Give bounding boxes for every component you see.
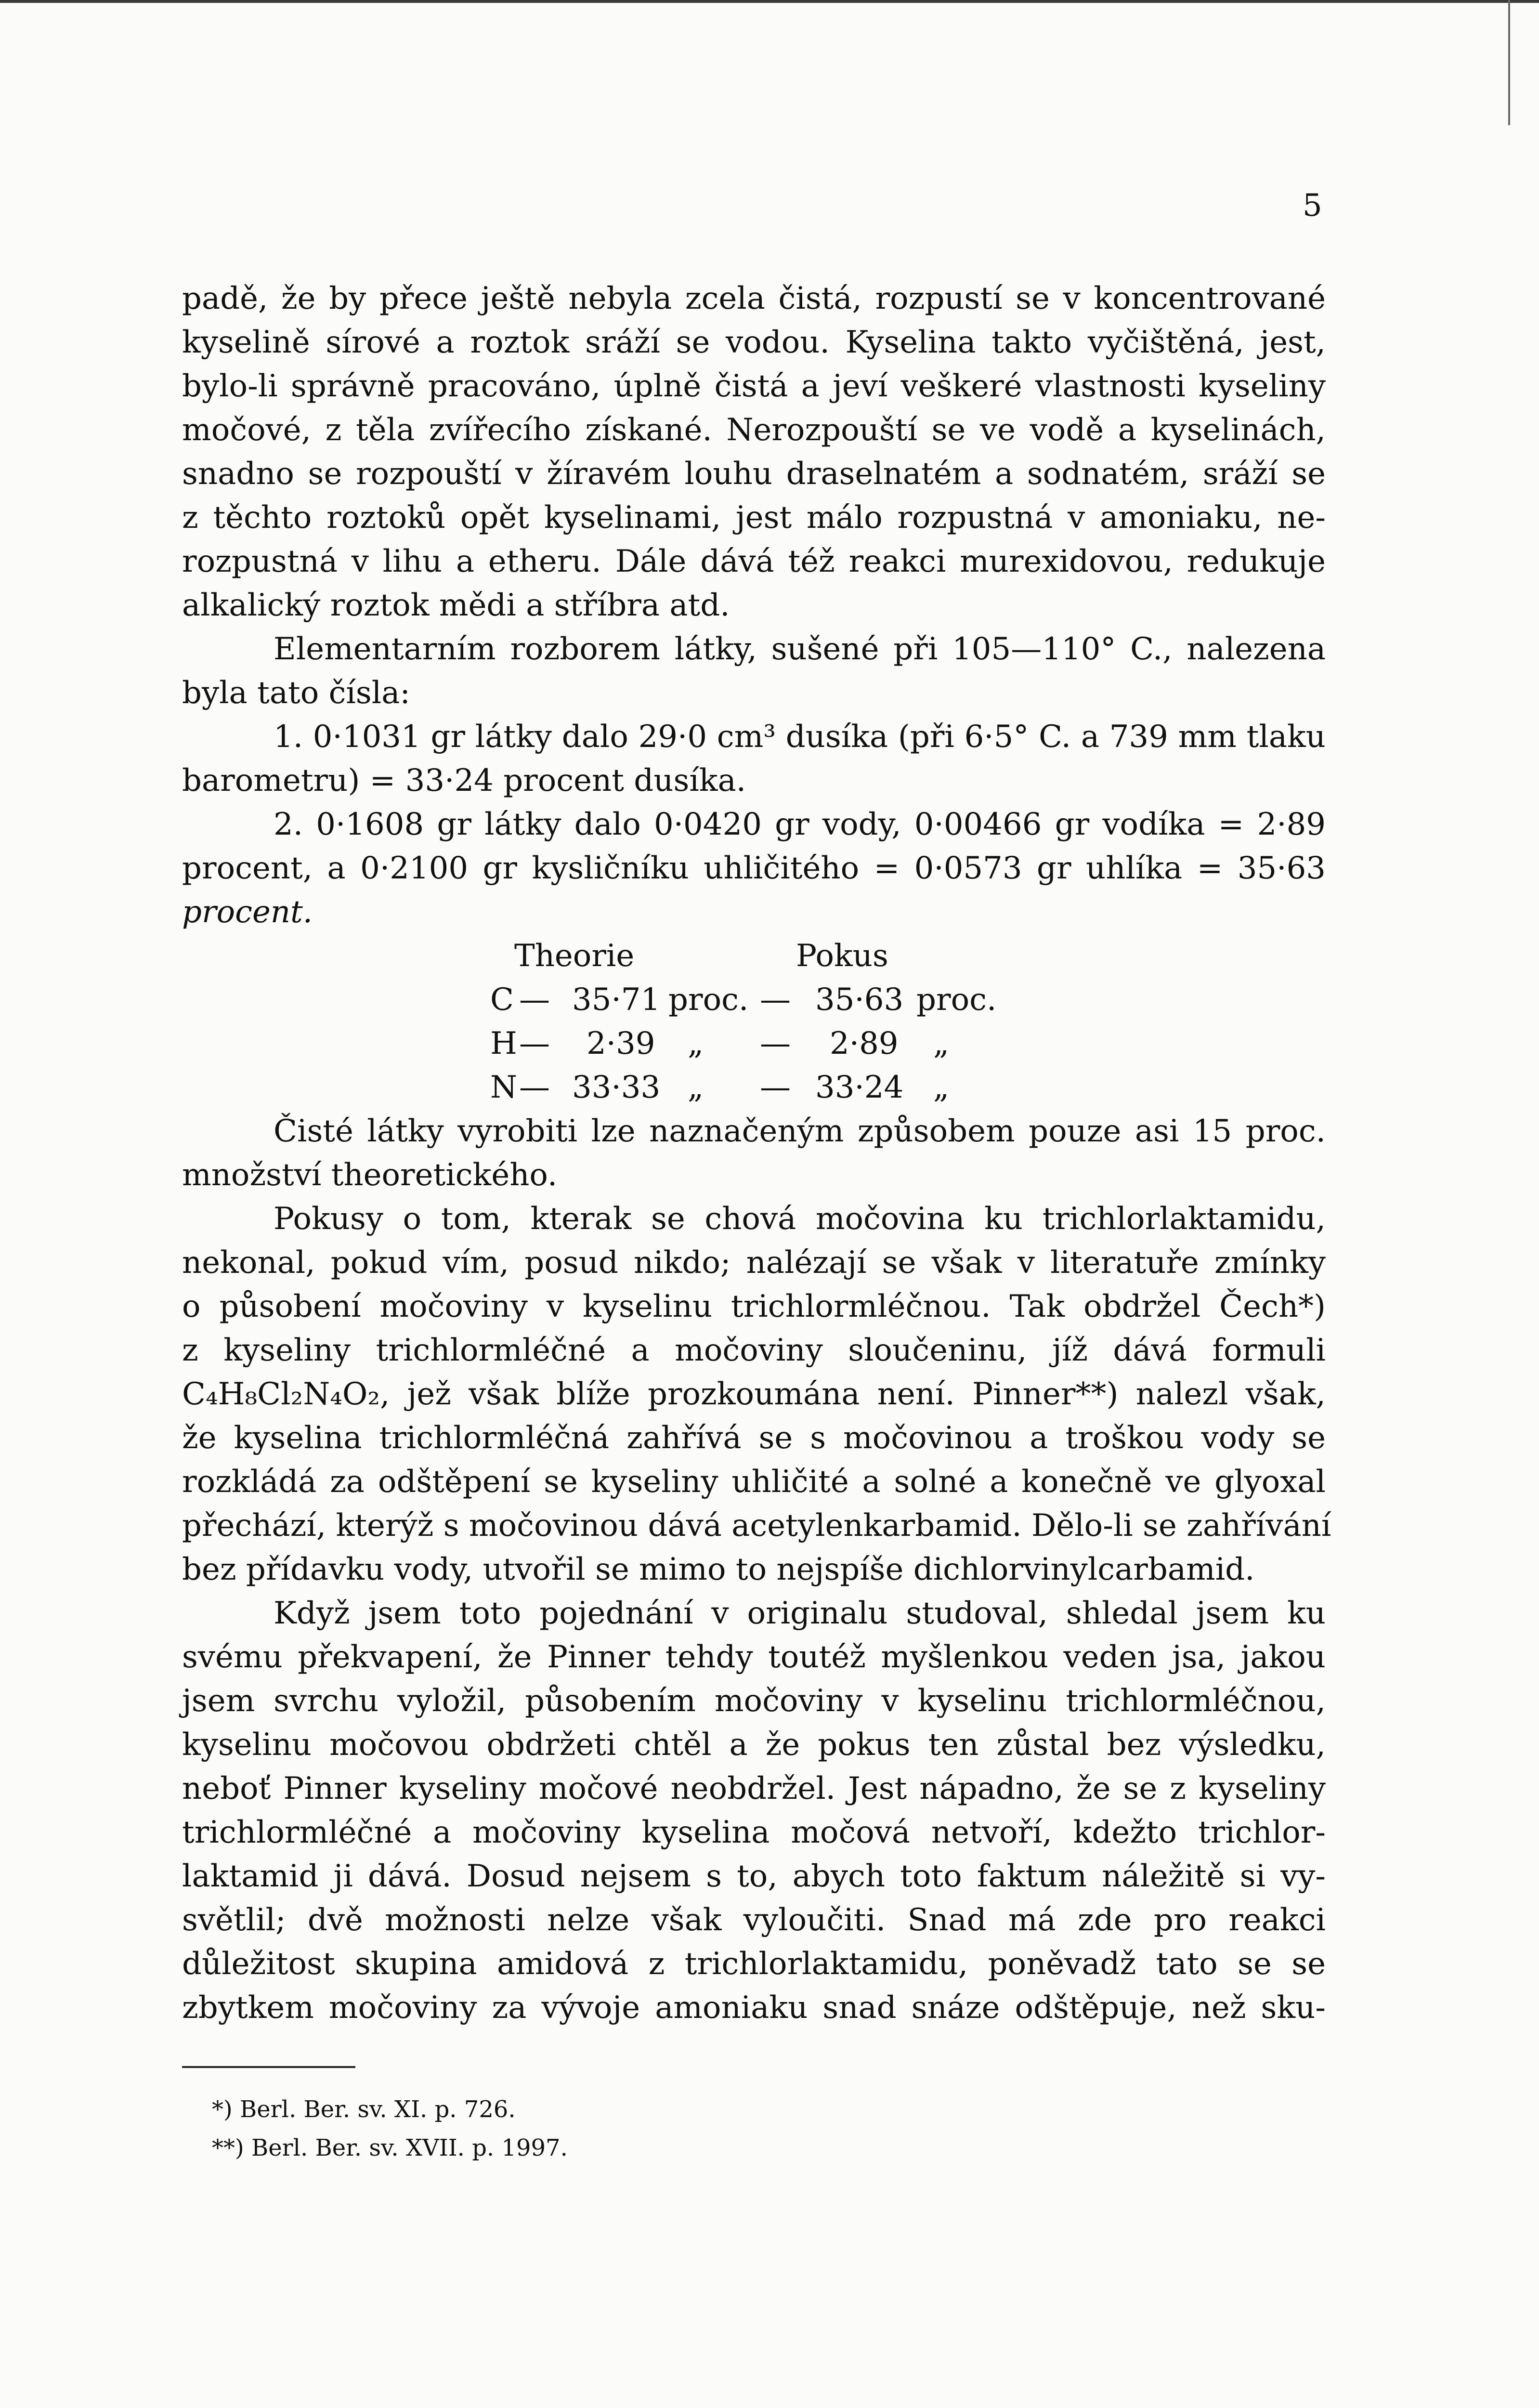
text-line: snadno se rozpouští v žíravém louhu draselnatém a sodnatém, sráží se	[182, 456, 1326, 492]
experiment-value: 35·63	[815, 982, 904, 1018]
experiment-value: 33·24	[815, 1070, 904, 1105]
results-table-row	[182, 1022, 1326, 1066]
scan-border-top	[0, 0, 1539, 3]
text-line: Čisté látky vyrobiti lze naznačeným způsobem pouze asi 15 proc.	[274, 1113, 1326, 1149]
text-line: kyselině sírové a roztok sráží se vodou. Kyselina takto vyčištěná, jest,	[182, 325, 1326, 360]
experiment-value: 2·89	[830, 1026, 899, 1061]
text-line: Když jsem toto pojednání v originalu studoval, shledal jsem ku	[274, 1596, 1326, 1631]
dash: —	[760, 982, 791, 1018]
text-line: Elementarním rozborem látky, sušené při 105—110° C., nalezena	[274, 631, 1326, 667]
element-symbol: C	[490, 982, 514, 1018]
text-line: že kyselina trichlormléčná zahřívá se s močovinou a troškou vody se	[182, 1420, 1326, 1456]
text-line: bylo-li správně pracováno, úplně čistá a jeví veškeré vlastnosti kyseliny	[182, 368, 1326, 404]
dash: —	[519, 982, 550, 1018]
text-line: barometru) = 33·24 procent dusíka.	[182, 763, 746, 798]
results-table-row	[182, 978, 1326, 1022]
text-line: 2. 0·1608 gr látky dalo 0·0420 gr vody, 0·00466 gr vodíka = 2·89	[274, 807, 1326, 842]
text-line: 1. 0·1031 gr látky dalo 29·0 cm³ dusíka (při 6·5° C. a 739 mm tlaku	[274, 719, 1326, 755]
unit: „	[688, 1026, 704, 1061]
text-line: nekonal, pokud vím, posud nikdo; nalézají se však v literatuře zmínky	[182, 1245, 1326, 1281]
text-line: rozpustná v lihu a etheru. Dále dává též reakci murexidovou, redukuje	[182, 544, 1326, 579]
unit: „	[688, 1070, 704, 1105]
dash: —	[760, 1026, 791, 1061]
footnote: *) Berl. Ber. sv. XI. p. 726.	[212, 2096, 516, 2123]
text-line: bez přídavku vody, utvořil se mimo to nejspíše dichlorvinylcarbamid.	[182, 1552, 1255, 1587]
element-symbol: N	[490, 1070, 517, 1105]
page-number: 5	[1303, 188, 1322, 223]
footnotes	[212, 2090, 886, 2167]
text-line: laktamid ji dává. Dosud nejsem s to, abych toto faktum náležitě si vy-	[182, 1858, 1326, 1894]
unit: proc.	[916, 982, 997, 1018]
text-line: o působení močoviny v kyselinu trichlormléčnou. Tak obdržel Čech*)	[182, 1289, 1326, 1324]
header-theory: Theorie	[514, 938, 635, 974]
unit: „	[933, 1026, 950, 1061]
text-line: jsem svrchu vyložil, působením močoviny v kyselinu trichlormléčnou,	[182, 1683, 1326, 1719]
text-line: procent, a 0·2100 gr kysličníku uhličitého = 0·0573 gr uhlíka = 35·63	[182, 851, 1326, 886]
footnote: **) Berl. Ber. sv. XVII. p. 1997.	[212, 2134, 568, 2161]
footnote-divider	[182, 2066, 355, 2068]
results-table-row	[182, 1066, 1326, 1110]
text-line: padě, že by přece ještě nebyla zcela čistá, rozpustí se v koncentrované	[182, 281, 1326, 316]
text-line: trichlormléčné a močoviny kyselina močová netvoří, kdežto trichlor-	[182, 1815, 1326, 1850]
text-line: svému překvapení, že Pinner tehdy toutéž myšlenkou veden jsa, jakou	[182, 1639, 1326, 1675]
formula-line: C₄H₈Cl₂N₄O₂, jež však blíže prozkoumána není. Pinner**) nalezl však,	[182, 1376, 1326, 1412]
text-line: procent.	[182, 894, 313, 930]
dash: —	[519, 1070, 550, 1105]
unit: proc.	[668, 982, 749, 1018]
dash: —	[760, 1070, 791, 1105]
unit: „	[933, 1070, 950, 1105]
text-line: byla tato čísla:	[182, 675, 410, 711]
text-line: Pokusy o tom, kterak se chová močovina ku trichlorlaktamidu,	[274, 1201, 1326, 1237]
text-line: močové, z těla zvířecího získané. Nerozpouští se ve vodě a kyselinách,	[182, 412, 1326, 448]
theory-value: 2·39	[587, 1026, 655, 1061]
header-experiment: Pokus	[796, 938, 888, 974]
element-symbol: H	[490, 1026, 517, 1061]
text-line: kyselinu močovou obdržeti chtěl a že pokus ten zůstal bez výsledku,	[182, 1727, 1326, 1763]
text-line: z těchto roztoků opět kyselinami, jest málo rozpustná v amoniaku, ne-	[182, 500, 1326, 536]
results-table-header	[182, 934, 1326, 978]
text-line: alkalický roztok mědi a stříbra atd.	[182, 588, 730, 623]
theory-value: 35·71	[572, 982, 661, 1018]
text-line: rozkládá za odštěpení se kyseliny uhličité a solné a konečně ve glyoxal	[182, 1464, 1326, 1500]
text-line: přechází, kterýž s močovinou dává acetylenkarbamid. Dělo-li se zahřívání	[182, 1508, 1331, 1544]
text-line: světlil; dvě možnosti nelze však vyloučiti. Snad má zde pro reakci	[182, 1902, 1326, 1938]
theory-value: 33·33	[572, 1070, 661, 1105]
text-line: množství theoretického.	[182, 1157, 558, 1193]
scan-border-right	[1508, 0, 1539, 125]
main-text	[182, 277, 1331, 2030]
text-line: z kyseliny trichlormléčné a močoviny sloučeninu, jíž dává formuli	[182, 1333, 1326, 1368]
text-line: neboť Pinner kyseliny močové neobdržel. Jest nápadno, že se z kyseliny	[182, 1771, 1326, 1806]
text-line: důležitost skupina amidová z trichlorlaktamidu, poněvadž tato se se	[182, 1946, 1326, 1982]
dash: —	[519, 1026, 550, 1061]
text-line: zbytkem močoviny za vývoje amoniaku snad snáze odštěpuje, než sku-	[182, 1990, 1326, 2026]
